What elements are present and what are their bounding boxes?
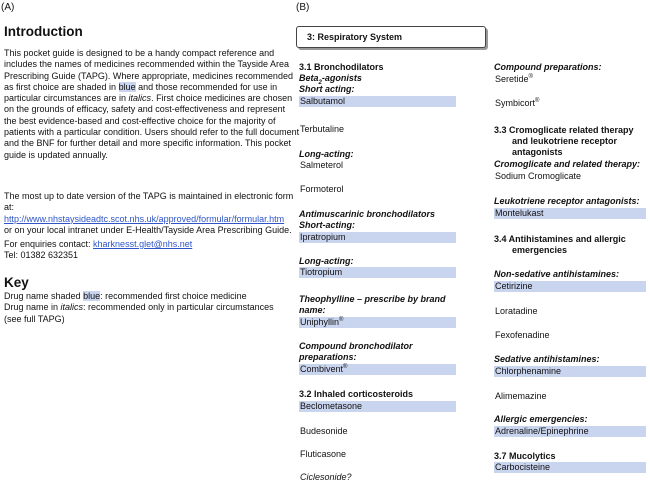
contact-email-link[interactable]: kharknesst.glet@nhs.net: [93, 239, 193, 249]
intro-text: as first choice are shaded in: [4, 81, 119, 92]
non-sedative-heading: Non-sedative antihistamines:: [494, 269, 620, 279]
intro-line: This pocket guide is designed to be a handy compact reference and: [4, 48, 275, 58]
section-3-4: 3.4 Antihistamines and allergic: [494, 234, 626, 244]
short-acting-heading: Short-acting:: [299, 220, 355, 230]
section-3-4-cont: emergencies: [512, 245, 568, 255]
key-text: : recommended only in particular circumstances: [83, 302, 274, 313]
key-block: [4, 291, 274, 325]
tapg-line: at:: [4, 202, 15, 213]
drug-beclometasone: Beclometasone: [299, 401, 456, 412]
drug-seretide: [494, 74, 533, 85]
drug-terbutaline: Terbutaline: [300, 124, 345, 134]
antimuscarinic-heading: Antimuscarinic bronchodilators: [299, 209, 436, 219]
blue-highlight: blue: [118, 81, 136, 92]
drug-name: Uniphyllin: [300, 317, 340, 327]
leukotriene-heading: Leukotriene receptor antagonists:: [494, 196, 640, 206]
intro-line: patients with a particular condition. Users should refer to the full document: [4, 127, 300, 138]
blue-highlight: blue: [83, 291, 101, 301]
drug-fexofenadine: Fexofenadine: [495, 330, 550, 340]
drug-cetirizine: Cetirizine: [494, 281, 646, 292]
drug-uniphyllin: [299, 317, 456, 328]
intro-line: Prescribing Guide (TAPG). Where appropriate, medicines recommended: [4, 70, 293, 81]
contact-label: For enquiries contact:: [4, 239, 94, 249]
intro-line: [4, 82, 299, 93]
key-line: [4, 302, 274, 313]
drug-combivent: [299, 364, 456, 375]
intro-line: includes the names of medicines recommended within the Tayside Area: [4, 59, 289, 70]
theophylline-heading-cont: name:: [299, 305, 326, 315]
intro-line: guide is updated annually.: [4, 149, 108, 160]
beta-subscript: 2: [318, 79, 322, 86]
panel-b-label: (B): [296, 2, 310, 13]
contact-block: [4, 239, 192, 262]
registered-mark: ®: [528, 74, 533, 80]
section-3-7: 3.7 Mucolytics: [494, 451, 556, 461]
compound-bronchodilator-heading-cont: preparations:: [299, 352, 357, 362]
key-text: : recommended first choice medicine: [100, 291, 247, 301]
drug-alimemazine: Alimemazine: [495, 391, 547, 401]
long-acting-heading: Long-acting:: [299, 256, 354, 266]
tapg-link[interactable]: http://www.nhstaysideadtc.scot.nhs.uk/approved/formular/formular.htm: [4, 213, 285, 224]
drug-symbicort: [494, 98, 539, 109]
key-line: (see full TAPG): [4, 313, 65, 324]
drug-salbutamol: Salbutamol: [299, 96, 456, 107]
beta-text: Beta: [299, 73, 319, 83]
drug-sodium-cromoglicate: Sodium Cromoglicate: [495, 171, 582, 181]
intro-line: on the grounds of efficacy, safety and cost-effectiveness and represent: [4, 104, 286, 115]
intro-line: the best evidence-based and cost-effective choice for the majority of: [4, 115, 276, 126]
drug-loratadine: Loratadine: [495, 306, 538, 316]
drug-salmeterol: Salmeterol: [300, 160, 344, 170]
section-title-box: [296, 26, 486, 48]
key-title: Key: [4, 275, 29, 290]
beta-agonists-heading: [299, 73, 362, 84]
short-acting-heading: Short acting:: [299, 84, 355, 94]
section-3-1: 3.1 Bronchodilators: [299, 62, 384, 72]
panel-a-label: (A): [1, 2, 15, 13]
italics-word: italics: [60, 302, 84, 313]
italics-word: italics: [128, 93, 152, 104]
tapg-paragraph: [4, 191, 293, 236]
tapg-line: or on your local intranet under E-Health/Tayside Area Prescribing Guide.: [4, 224, 292, 235]
allergic-emergencies-heading: Allergic emergencies:: [494, 414, 588, 424]
theophylline-heading: Theophylline – prescribe by brand: [299, 294, 446, 304]
registered-mark: ®: [343, 364, 348, 370]
registered-mark: ®: [339, 317, 344, 323]
intro-text: and those recommended for use in: [135, 81, 278, 92]
drug-fluticasone: Fluticasone: [300, 449, 347, 459]
drug-carbocisteine: Carbocisteine: [494, 462, 646, 473]
key-text: Drug name in: [4, 302, 61, 313]
intro-title: Introduction: [4, 24, 83, 39]
drug-ciclesonide: Ciclesonide?: [300, 472, 352, 482]
intro-text: . First choice medicines are chosen: [151, 93, 293, 104]
drug-ipratropium: Ipratropium: [299, 232, 456, 243]
cromoglicate-heading: Cromoglicate and related therapy:: [494, 159, 641, 169]
drug-tiotropium: Tiotropium: [299, 267, 456, 278]
drug-adrenaline: Adrenaline/Epinephrine: [494, 426, 646, 437]
compound-preparations-heading: Compound preparations:: [494, 62, 602, 72]
section-3-3: 3.3 Cromoglicate related therapy: [494, 125, 634, 135]
beta-text: -agonists: [321, 73, 362, 83]
sedative-heading: Sedative antihistamines:: [494, 354, 600, 364]
section-3-2: 3.2 Inhaled corticosteroids: [299, 389, 414, 399]
compound-bronchodilator-heading: Compound bronchodilator: [299, 341, 413, 351]
section-3-3-cont: and leukotriene receptor: [512, 136, 618, 146]
drug-montelukast: Montelukast: [494, 208, 646, 219]
drug-name: Seretide: [495, 74, 529, 84]
registered-mark: ®: [535, 98, 540, 104]
long-acting-heading: Long-acting:: [299, 149, 354, 159]
key-line: [4, 291, 274, 302]
intro-paragraph: [4, 48, 299, 161]
intro-text: particular circumstances are in: [4, 93, 129, 104]
drug-formoterol: Formoterol: [300, 184, 344, 194]
intro-line: [4, 93, 299, 104]
key-text: Drug name shaded: [4, 291, 84, 301]
contact-tel: Tel: 01382 632351: [4, 250, 79, 261]
section-title: 3: Respiratory System: [307, 32, 403, 42]
contact-line: [4, 239, 192, 250]
drug-name: Symbicort: [495, 98, 536, 108]
drug-budesonide: Budesonide: [300, 426, 348, 436]
drug-name: Combivent: [300, 364, 344, 374]
intro-line: and the BNF for further detail and more specific information. This pocket: [4, 138, 291, 149]
drug-chlorphenamine: Chlorphenamine: [494, 366, 646, 377]
tapg-line: The most up to date version of the TAPG is maintained in electronic form: [4, 191, 294, 201]
section-3-3-cont: antagonists: [512, 147, 563, 157]
